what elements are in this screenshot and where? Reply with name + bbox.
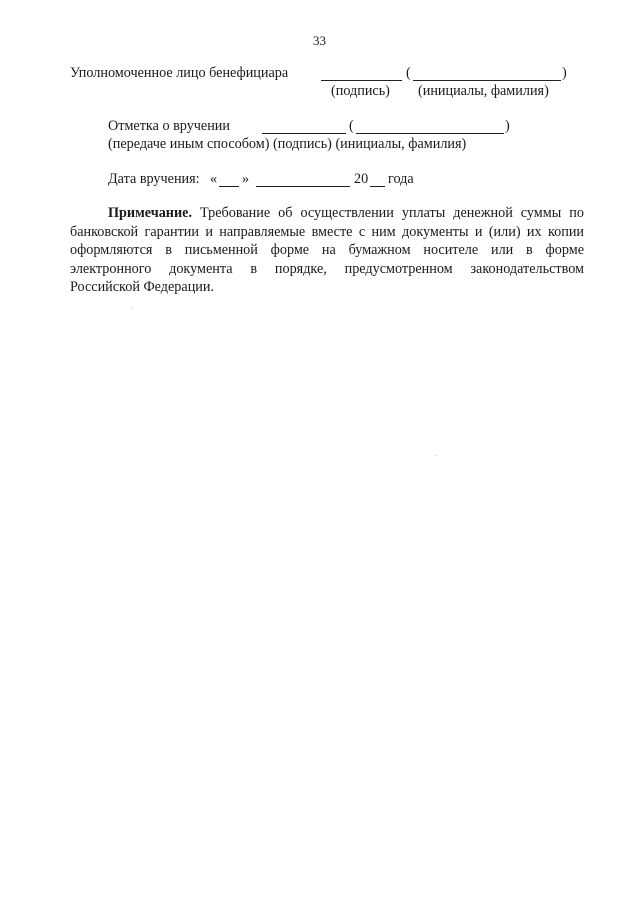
delivery-name-line — [356, 133, 504, 134]
signature-caption: (подпись) — [331, 83, 390, 99]
name-caption: (инициалы, фамилия) — [418, 83, 549, 99]
delivery-date-label: Дата вручения: — [108, 171, 200, 187]
page-number: 33 — [313, 33, 326, 48]
year-suffix: года — [388, 171, 414, 187]
delivery-mark-label: Отметка о вручении — [108, 118, 230, 134]
quote-close: » — [242, 171, 250, 187]
note-text: Требование об осуществлении уплаты денежной суммы по банковской гарантии и направляемые вместе с ним документы и (или) их копии оформляются в письменной форме на бумажном носителе или в форме электронного документа в порядке, предусмотренном законодательством Российской Федерации. — [70, 205, 584, 296]
scan-speck — [131, 308, 132, 309]
month-line — [256, 186, 350, 187]
paren-close: ) — [505, 118, 510, 134]
day-line — [219, 186, 239, 187]
year-line — [370, 186, 385, 187]
authorized-person-label: Уполномоченное лицо бенефициара — [70, 65, 289, 81]
year-prefix: 20 — [354, 171, 369, 187]
note-paragraph — [70, 204, 584, 297]
scan-speck — [436, 455, 437, 456]
signature-line — [321, 80, 402, 81]
delivery-mark-captions: (передаче иным способом) (подпись) (инициалы, фамилия) — [108, 136, 467, 152]
note-heading: Примечание. — [108, 205, 192, 221]
paren-close: ) — [562, 65, 567, 81]
quote-open: « — [210, 171, 218, 187]
delivery-signature-line — [262, 133, 346, 134]
name-line — [413, 80, 561, 81]
paren-open: ( — [406, 65, 411, 81]
paren-open: ( — [349, 118, 354, 134]
